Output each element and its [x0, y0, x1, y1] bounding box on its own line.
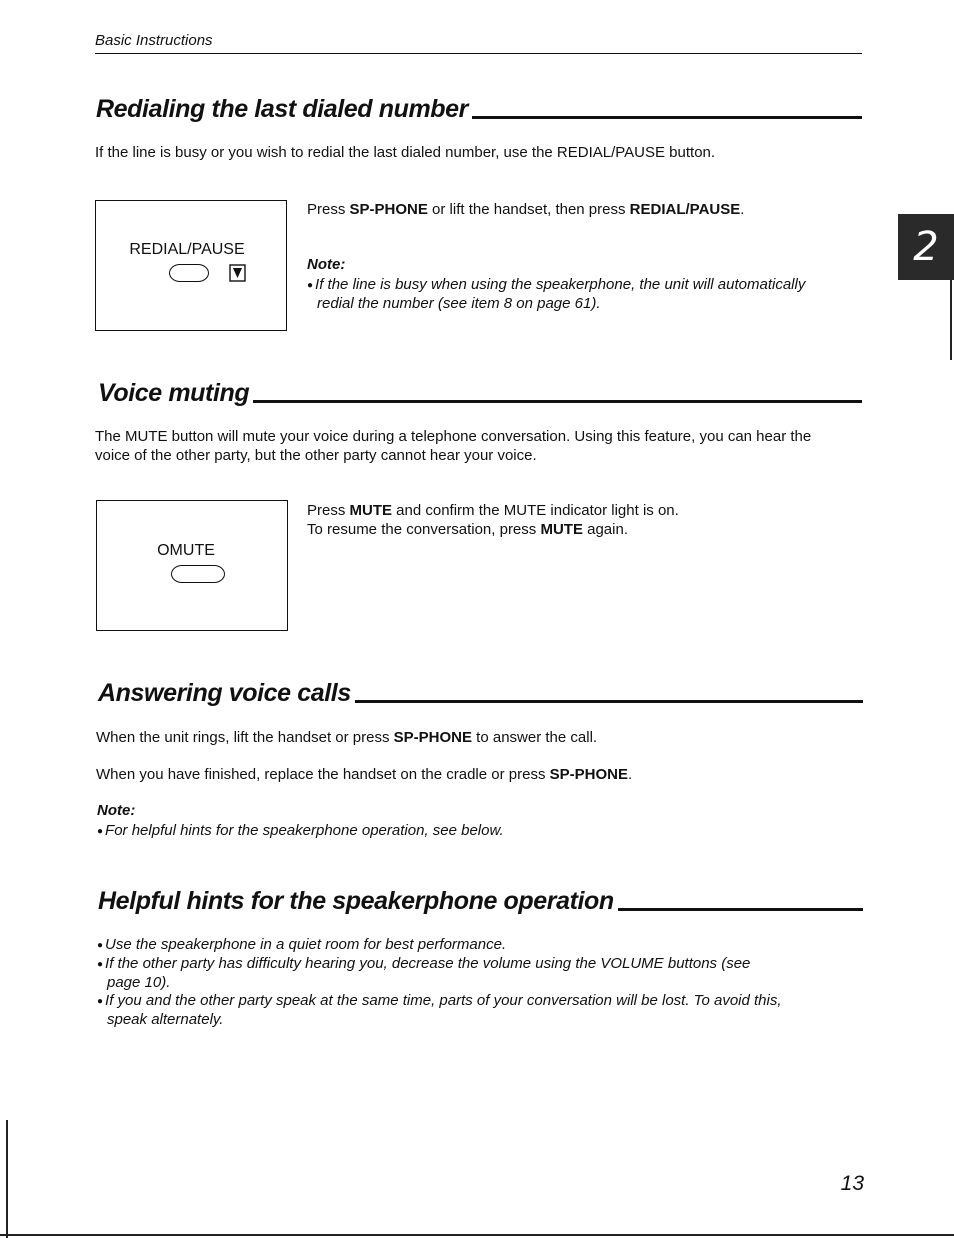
running-header: Basic Instructions	[95, 32, 213, 49]
section-title-redial	[96, 88, 862, 122]
redial-note-bullet-cont: redial the number (see item 8 on page 61).	[317, 295, 601, 312]
page-edge-mark	[950, 280, 952, 360]
redial-note-bullet: ● If the line is busy when using the speakerphone, the unit will automatically	[307, 276, 806, 293]
mute-intro-line2: voice of the other party, but the other party cannot hear your voice.	[95, 447, 537, 464]
redial-button-illustration	[95, 200, 287, 331]
title-rule	[618, 908, 863, 911]
redial-pause-label: REDIAL/PAUSE	[129, 241, 245, 258]
redial-intro: If the line is busy or you wish to redial the last dialed number, use the REDIAL/PAUSE button.	[95, 144, 716, 161]
hint-bullet-3: ● If you and the other party speak at the same time, parts of your conversation will be lost. To avoid this,	[97, 992, 782, 1009]
mute-intro-line1: The MUTE button will mute your voice during a telephone conversation. Using this feature, you can hear the	[95, 428, 812, 445]
title-rule	[355, 700, 863, 703]
redial-instruction: Press SP-PHONE or lift the handset, then press REDIAL/PAUSE.	[307, 201, 745, 218]
section-title-text: Helpful hints for the speakerphone operation	[98, 887, 614, 915]
hint-bullet-1: ● Use the speakerphone in a quiet room for best performance.	[97, 936, 507, 953]
answer-note-label: Note:	[97, 802, 136, 819]
section-title-text: Voice muting	[98, 379, 250, 407]
title-rule	[253, 400, 862, 403]
mute-instruction-line1: Press MUTE and confirm the MUTE indicator light is on.	[307, 502, 679, 519]
redial-note-label: Note:	[307, 256, 346, 273]
section-title-hints	[98, 880, 863, 914]
answer-note-bullet: ● For helpful hints for the speakerphone operation, see below.	[97, 822, 504, 839]
answer-line1: When the unit rings, lift the handset or press SP-PHONE to answer the call.	[96, 729, 598, 746]
section-title-text: Answering voice calls	[98, 679, 351, 707]
section-title-text: Redialing the last dialed number	[96, 95, 468, 123]
answer-line2: When you have finished, replace the handset on the cradle or press SP-PHONE.	[96, 766, 633, 783]
redial-pause-button-icon	[169, 264, 209, 282]
scan-edge-bottom	[0, 1234, 954, 1236]
chapter-number: 2	[913, 224, 939, 270]
section-title-answer	[98, 672, 863, 706]
hint-bullet-3-cont: speak alternately.	[107, 1011, 224, 1028]
page-number: 13	[840, 1172, 864, 1195]
header-rule	[95, 53, 862, 54]
scan-edge-left	[6, 1120, 8, 1238]
hint-bullet-2-cont: page 10).	[107, 974, 171, 991]
section-title-mute	[98, 372, 862, 406]
mute-button-illustration	[96, 500, 288, 631]
mute-instruction-line2: To resume the conversation, press MUTE again.	[307, 521, 628, 538]
title-rule	[472, 116, 862, 119]
mute-button-icon	[171, 565, 225, 583]
chapter-tab	[898, 214, 954, 280]
hint-bullet-2: ● If the other party has difficulty hearing you, decrease the volume using the VOLUME buttons (see	[97, 955, 751, 972]
pause-indicator-icon	[229, 264, 247, 283]
mute-label: OMUTE	[157, 542, 215, 559]
